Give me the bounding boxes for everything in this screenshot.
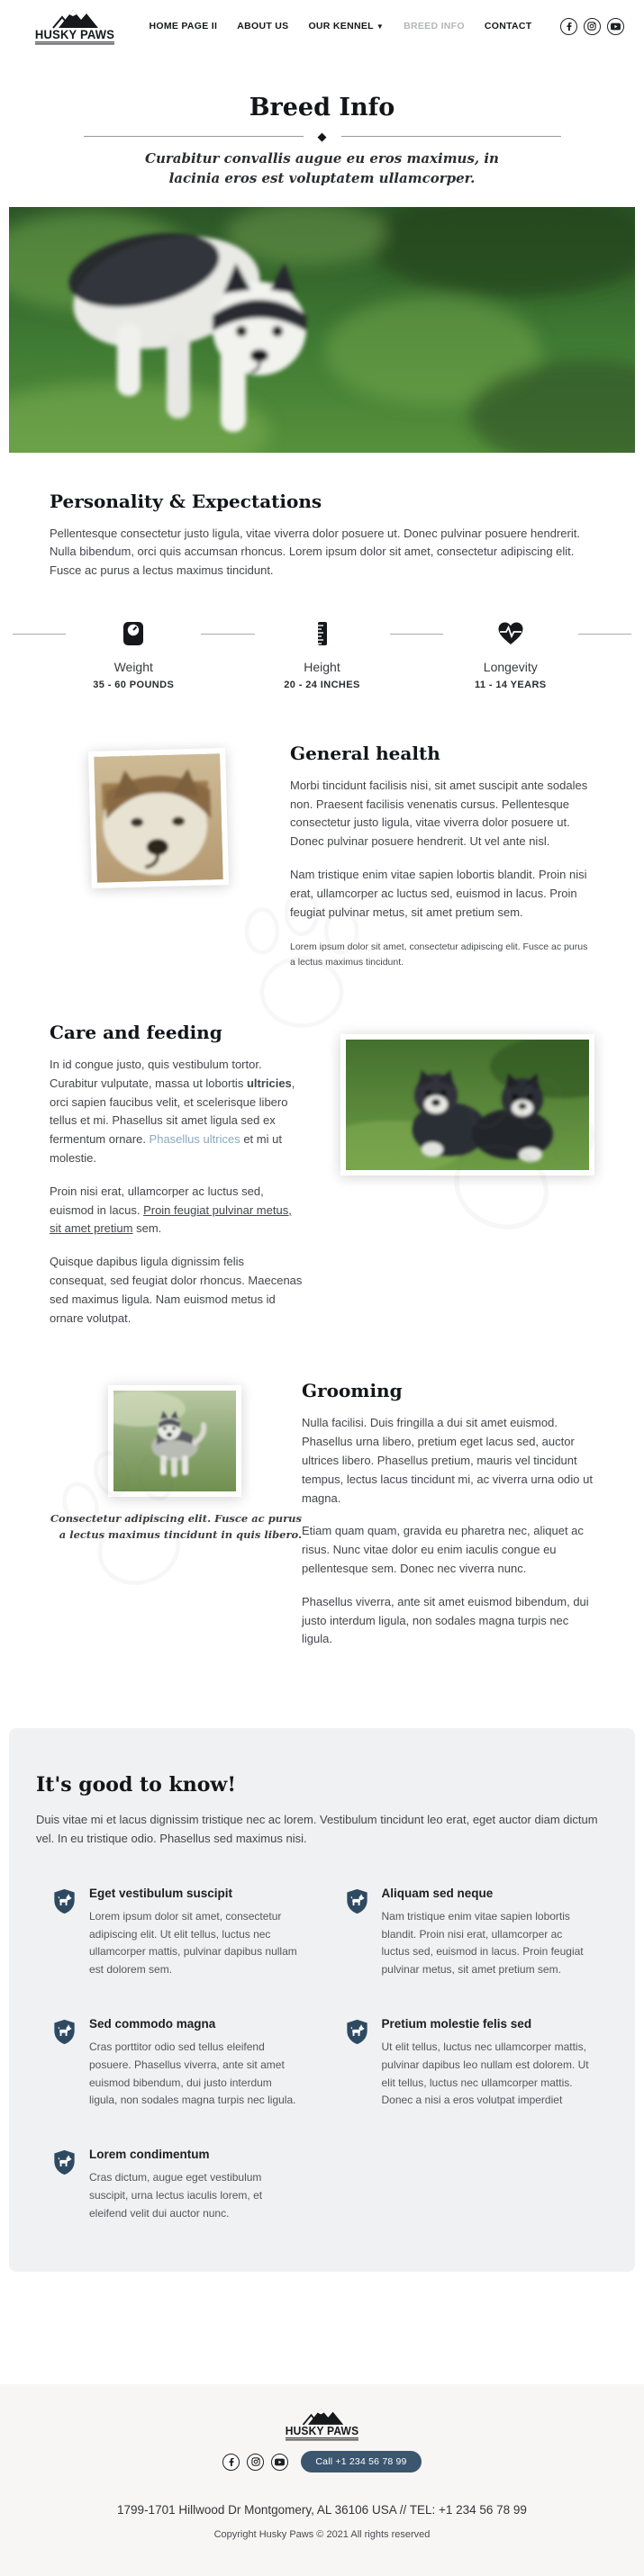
footer-logo[interactable]	[284, 2408, 361, 2440]
dog-shield-icon	[52, 2019, 77, 2110]
diamond-divider	[84, 131, 561, 142]
care-feeding-heading: Care and feeding	[50, 1022, 222, 1043]
page-title: Breed Info	[249, 94, 395, 122]
good-to-know-item-title: Aliquam sed neque	[381, 1886, 494, 1900]
stat-value: 11 - 14 YEARS	[474, 679, 547, 690]
list-item	[52, 2148, 300, 2222]
grooming-p2: Etiam quam quam, gravida eu pharetra nec, aliquet ac risus. Nunc vitae dolor eu enim iaculis congue eu pellentesque sem. Donec nec viverra nunc.	[302, 1524, 584, 1575]
husky-field-photo	[108, 1385, 241, 1497]
logo-text: HUSKY PAWS	[35, 28, 114, 43]
grooming-caption: Consectetur adipiscing elit. Fusce ac purus a lectus maximus tincidunt in quis libero.	[50, 1512, 302, 1541]
stat-divider-line	[578, 634, 631, 635]
logo-text: HUSKY PAWS	[286, 2426, 359, 2440]
grooming-text	[302, 1380, 594, 1649]
mountains-icon	[300, 2408, 345, 2426]
care-feeding-text	[50, 1022, 304, 1328]
stat-divider-line	[13, 634, 66, 635]
general-health-p1: Morbi tincidunt facilisis nisi, sit amet suscipit ante sodales non. Praesent facilisis venenatis cursus. Pellentesque consectetur justo ligula, vitae viverra dolor posuere ut. Donec pulvinar posuere hendrerit. Ut vel ante nisl.	[290, 778, 588, 849]
dog-shield-icon	[345, 2019, 369, 2110]
general-health-heading: General health	[290, 742, 440, 764]
instagram-icon[interactable]	[584, 18, 601, 35]
grooming-p3: Phasellus viverra, ante sit amet euismod bibendum, dui justo interdum ligula, non sodales magna turpis nec ligula.	[302, 1594, 589, 1646]
good-to-know-item-body: Lorem ipsum dolor sit amet, consectetur adipiscing elit. Ut elit tellus, luctus nec ullamcorper mattis, pulvinar dapibus nullam est dolorem sem.	[89, 1909, 297, 1977]
main-nav	[149, 21, 531, 32]
nav-breed-info[interactable]: BREED INFO	[404, 21, 465, 32]
footer-address: 1799-1701 Hillwood Dr Montgomery, AL 36106 USA // TEL: +1 234 56 78 99	[117, 2503, 527, 2517]
husky-face-photo	[88, 748, 229, 888]
care-feeding-p3: Quisque dapibus ligula dignissim felis consequat, sed feugiat dolor rhoncus. Maecenas sed maximus ligula. Nam euismod metus id ornare volutpat.	[50, 1255, 303, 1325]
youtube-icon[interactable]	[607, 18, 624, 35]
mountains-icon	[50, 9, 100, 29]
general-health-section	[0, 743, 644, 969]
p1-text: , orci sapien faucibus velit, et scelerisque libero tellus et mi. Phasellus sit amet ligula sed ex fermentum ornare.	[50, 1076, 295, 1147]
header-social	[560, 18, 624, 35]
stat-divider-line	[390, 634, 443, 635]
general-health-p2: Nam tristique enim vitae sapien lobortis blandit. Proin nisi erat, ullamcorper ac luctus sed, euismod in lacus. Proin feugiat pulvinar metus, sit amet pretium sem.	[290, 868, 587, 919]
good-to-know-heading: It's good to know!	[36, 1773, 237, 1797]
dog-shield-icon	[52, 1888, 77, 1979]
list-item	[345, 2017, 593, 2110]
facebook-icon[interactable]	[222, 2454, 240, 2471]
nav-contact[interactable]: CONTACT	[484, 21, 532, 32]
stat-divider-line	[201, 634, 254, 635]
stat-label: Longevity	[483, 659, 538, 674]
stat-value: 20 - 24 INCHES	[284, 679, 360, 690]
list-item	[345, 1887, 593, 1979]
page-subtitle: Curabitur convallis augue eu eros maximus, in lacinia eros est voluptatem ullamcorper.	[145, 150, 499, 186]
footer-social	[0, 2451, 644, 2472]
p1-bold: ultricies	[246, 1076, 292, 1090]
personality-section	[0, 453, 644, 588]
general-health-note: Lorem ipsum dolor sit amet, consectetur adipiscing elit. Fusce ac purus a lectus maximus tincidunt.	[290, 941, 588, 968]
good-to-know-item-title: Eget vestibulum suscipit	[89, 1886, 233, 1900]
grooming-p1: Nulla facilisi. Duis fringilla a dui sit amet euismod. Phasellus urna libero, pretium eget lacus sed, auctor ultrices libero. Phasellus pretium, mauris vel tincidunt tempus, lectus lacus tincidunt mi, ac viverra urna odio ut magna.	[302, 1416, 593, 1505]
care-feeding-section	[0, 1022, 644, 1328]
p1-text: et mi ut molestie.	[50, 1132, 282, 1165]
stat-longevity	[443, 620, 578, 690]
p1-text: In id congue justo, quis vestibulum tortor. Curabitur vulputate, massa ut lobortis	[50, 1058, 262, 1090]
grooming-section	[0, 1380, 644, 1649]
good-to-know-item-body: Cras dictum, augue eget vestibulum suscipit, urna lectus iaculis lorem, et eleifend velit dui auctor nunc.	[89, 2171, 263, 2220]
good-to-know-item-body: Ut elit tellus, luctus nec ullamcorper mattis, pulvinar dapibus leo nullam est dolorem. Ut elit tellus, luctus nec ullamcorper mattis. Donec a nisi a eros volutpat imperdiet	[381, 2040, 589, 2107]
heartbeat-icon	[497, 620, 524, 647]
stat-weight	[66, 620, 201, 690]
puppies-photo	[340, 1034, 594, 1175]
facebook-icon[interactable]	[560, 18, 577, 35]
care-feeding-p1	[50, 1056, 304, 1168]
nav-our-kennel-label: OUR KENNEL	[308, 21, 374, 32]
proin-feugiat-link[interactable]: Proin feugiat pulvinar metus, sit amet pretium	[50, 1202, 292, 1236]
call-phone-button[interactable]: Call +1 234 56 78 99	[301, 2451, 421, 2472]
stat-height	[255, 620, 390, 690]
grooming-figure	[50, 1380, 302, 1649]
dog-shield-icon	[345, 1888, 369, 1979]
instagram-icon[interactable]	[247, 2454, 264, 2471]
good-to-know-item-title: Pretium molestie felis sed	[381, 2016, 532, 2031]
personality-body: Pellentesque consectetur justo ligula, vitae viverra dolor posuere ut. Donec pulvinar posuere hendrerit. Nulla bibendum, orci quis accumsan rhoncus. Lorem ipsum dolor sit amet, consectetur adipiscing elit. Fusce ac purus a lectus maximus tincidunt.	[50, 526, 580, 578]
ruler-icon	[317, 620, 328, 647]
site-footer	[0, 2384, 644, 2576]
p2-text: sem.	[132, 1221, 162, 1236]
scale-icon	[122, 620, 145, 647]
list-item	[52, 2017, 300, 2110]
care-feeding-p2	[50, 1183, 304, 1238]
stat-label: Height	[304, 659, 340, 674]
good-to-know-item-title: Lorem condimentum	[89, 2148, 210, 2162]
personality-heading: Personality & Expectations	[50, 490, 322, 512]
good-to-know-grid	[36, 1887, 608, 2223]
phasellus-ultrices-link[interactable]: Phasellus ultrices	[149, 1132, 240, 1147]
header-logo[interactable]	[36, 9, 113, 44]
hero-husky-photo	[9, 207, 635, 453]
stats-row	[0, 620, 644, 690]
nav-our-kennel[interactable]	[308, 21, 384, 32]
good-to-know-item-body: Cras porttitor odio sed tellus eleifend posuere. Phasellus viverra, ante sit amet euismod bibendum, dui justo interdum ligula, non sodales magna turpis nec ligula.	[89, 2040, 296, 2107]
footer-copyright: Copyright Husky Paws © 2021 All rights reserved	[213, 2529, 431, 2541]
site-header	[0, 0, 644, 50]
nav-home-page-ii[interactable]: HOME PAGE II	[149, 21, 218, 32]
nav-about-us[interactable]: ABOUT US	[237, 21, 289, 32]
list-item	[52, 1887, 300, 1979]
stat-label: Weight	[113, 659, 153, 674]
grooming-heading: Grooming	[302, 1380, 403, 1402]
dog-shield-icon	[52, 2149, 77, 2222]
stat-value: 35 - 60 POUNDS	[93, 679, 175, 690]
diamond-icon: ◆	[317, 130, 327, 143]
general-health-text	[290, 743, 594, 969]
good-to-know-intro: Duis vitae mi et lacus dignissim tristique nec ac lorem. Vestibulum tincidunt leo erat, eget auctor diam dictum vel. In eu tristique odio. Phasellus sed maximus nisi.	[36, 1813, 598, 1845]
chevron-down-icon: ▼	[376, 23, 385, 31]
youtube-icon[interactable]	[271, 2454, 288, 2471]
page-title-section	[0, 50, 644, 189]
good-to-know-section	[9, 1728, 635, 2272]
good-to-know-item-body: Nam tristique enim vitae sapien lobortis blandit. Proin nisi erat, ullamcorper ac luctus sed, euismod in lacus. Proin feugiat pulvinar metus, sit amet pretium sem.	[381, 1909, 584, 1977]
good-to-know-item-title: Sed commodo magna	[89, 2016, 216, 2031]
p2-text: Proin nisi erat, ullamcorper ac luctus sed, euismod in lacus.	[50, 1184, 264, 1217]
